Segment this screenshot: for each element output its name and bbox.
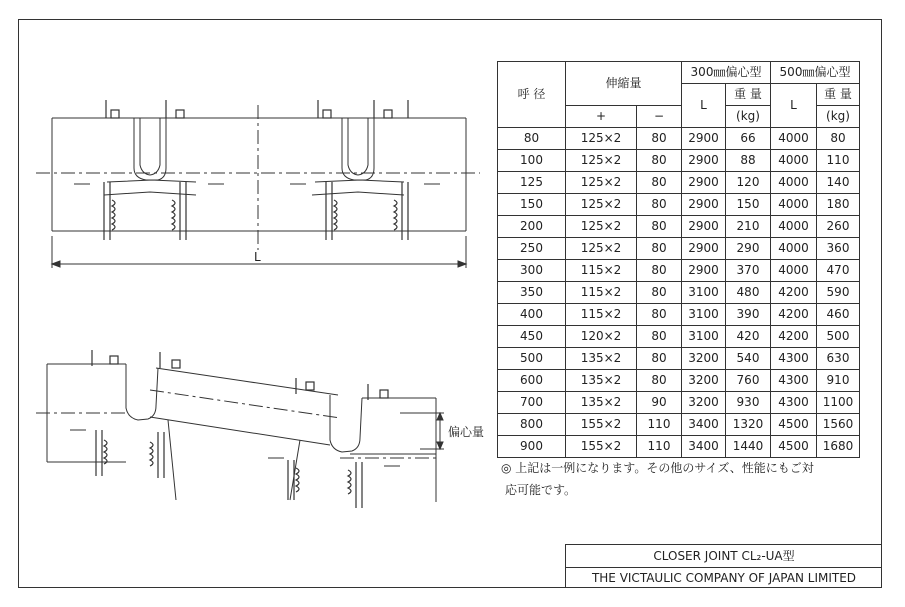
table-cell: 300: [498, 260, 566, 282]
footnote-line-2: 応可能です。: [505, 483, 577, 497]
table-cell: 420: [726, 326, 771, 348]
table-cell: 88: [726, 150, 771, 172]
table-cell: 2900: [682, 238, 726, 260]
table-row: [498, 216, 860, 238]
table-cell: 2900: [682, 194, 726, 216]
table-cell: 135×2: [566, 370, 637, 392]
table-cell: 3100: [682, 304, 726, 326]
table-cell: 1320: [726, 414, 771, 436]
table-row: [498, 238, 860, 260]
table-cell: 360: [817, 238, 860, 260]
offset-view: [36, 350, 444, 508]
table-cell: 80: [637, 216, 682, 238]
length-dimension-label: L: [254, 250, 261, 264]
table-cell: 80: [637, 238, 682, 260]
table-cell: 80: [637, 194, 682, 216]
table-cell: 400: [498, 304, 566, 326]
header-kg-300: (kg): [726, 106, 771, 128]
table-cell: 80: [637, 172, 682, 194]
product-name: CLOSER JOINT CL₂-UA型: [566, 545, 882, 568]
table-cell: 125×2: [566, 238, 637, 260]
table-cell: 80: [498, 128, 566, 150]
table-cell: 210: [726, 216, 771, 238]
table-cell: 4000: [771, 150, 817, 172]
table-cell: 150: [726, 194, 771, 216]
footnote: [501, 457, 861, 501]
table-cell: 390: [726, 304, 771, 326]
table-cell: 4000: [771, 128, 817, 150]
spec-table-body: [498, 128, 860, 458]
spec-table: [497, 61, 860, 458]
table-cell: 125: [498, 172, 566, 194]
table-cell: 4500: [771, 436, 817, 458]
table-row: [498, 414, 860, 436]
table-cell: 150: [498, 194, 566, 216]
table-cell: 4000: [771, 238, 817, 260]
table-row: [498, 392, 860, 414]
table-cell: 4200: [771, 326, 817, 348]
table-cell: 910: [817, 370, 860, 392]
header-minus: −: [637, 106, 682, 128]
table-cell: 4000: [771, 216, 817, 238]
header-L-300: L: [682, 84, 726, 128]
table-cell: 200: [498, 216, 566, 238]
header-kg-500: (kg): [817, 106, 860, 128]
table-cell: 250: [498, 238, 566, 260]
table-cell: 470: [817, 260, 860, 282]
header-L-500: L: [771, 84, 817, 128]
table-cell: 80: [637, 150, 682, 172]
table-cell: 3200: [682, 348, 726, 370]
header-nominal: 呼 径: [498, 62, 566, 128]
table-cell: 260: [817, 216, 860, 238]
table-cell: 120: [726, 172, 771, 194]
table-cell: 80: [637, 348, 682, 370]
table-cell: 135×2: [566, 348, 637, 370]
table-cell: 800: [498, 414, 566, 436]
table-cell: 180: [817, 194, 860, 216]
title-block: [565, 544, 882, 588]
table-cell: 500: [817, 326, 860, 348]
table-cell: 115×2: [566, 260, 637, 282]
table-cell: 590: [817, 282, 860, 304]
table-cell: 2900: [682, 172, 726, 194]
table-cell: 80: [637, 282, 682, 304]
table-cell: 3100: [682, 282, 726, 304]
table-cell: 4300: [771, 348, 817, 370]
table-cell: 3200: [682, 392, 726, 414]
table-row: [498, 260, 860, 282]
table-row: [498, 128, 860, 150]
table-cell: 930: [726, 392, 771, 414]
table-cell: 4300: [771, 392, 817, 414]
header-weight-300: 重 量: [726, 84, 771, 106]
table-cell: 480: [726, 282, 771, 304]
table-cell: 110: [637, 414, 682, 436]
table-cell: 3100: [682, 326, 726, 348]
table-cell: 2900: [682, 216, 726, 238]
table-cell: 3400: [682, 436, 726, 458]
table-row: [498, 370, 860, 392]
table-cell: 140: [817, 172, 860, 194]
table-cell: 290: [726, 238, 771, 260]
table-cell: 80: [637, 326, 682, 348]
table-row: [498, 326, 860, 348]
table-cell: 600: [498, 370, 566, 392]
table-cell: 125×2: [566, 128, 637, 150]
table-cell: 700: [498, 392, 566, 414]
table-cell: 450: [498, 326, 566, 348]
table-cell: 115×2: [566, 282, 637, 304]
table-cell: 125×2: [566, 216, 637, 238]
table-cell: 500: [498, 348, 566, 370]
straight-view: [36, 100, 480, 268]
table-row: [498, 172, 860, 194]
table-cell: 80: [817, 128, 860, 150]
header-weight-500: 重 量: [817, 84, 860, 106]
table-cell: 80: [637, 128, 682, 150]
table-cell: 100: [498, 150, 566, 172]
table-row: [498, 194, 860, 216]
table-cell: 630: [817, 348, 860, 370]
table-cell: 115×2: [566, 304, 637, 326]
footnote-line-1: ◎ 上記は一例になります。その他のサイズ、性能にもご対: [501, 461, 814, 475]
table-cell: 370: [726, 260, 771, 282]
table-cell: 66: [726, 128, 771, 150]
table-cell: 4200: [771, 304, 817, 326]
table-cell: 155×2: [566, 414, 637, 436]
table-cell: 90: [637, 392, 682, 414]
table-cell: 110: [817, 150, 860, 172]
header-type500: 500㎜偏心型: [771, 62, 860, 84]
header-type300: 300㎜偏心型: [682, 62, 771, 84]
header-expansion: 伸縮量: [566, 62, 682, 106]
table-cell: 80: [637, 260, 682, 282]
table-row: [498, 436, 860, 458]
table-row: [498, 150, 860, 172]
table-cell: 460: [817, 304, 860, 326]
table-cell: 2900: [682, 150, 726, 172]
table-cell: 80: [637, 304, 682, 326]
table-cell: 4000: [771, 260, 817, 282]
table-cell: 110: [637, 436, 682, 458]
table-cell: 125×2: [566, 150, 637, 172]
table-cell: 135×2: [566, 392, 637, 414]
table-cell: 4000: [771, 194, 817, 216]
table-cell: 1440: [726, 436, 771, 458]
table-cell: 125×2: [566, 194, 637, 216]
table-cell: 760: [726, 370, 771, 392]
table-cell: 155×2: [566, 436, 637, 458]
company-name: THE VICTAULIC COMPANY OF JAPAN LIMITED: [591, 571, 857, 585]
table-cell: 1680: [817, 436, 860, 458]
table-cell: 80: [637, 370, 682, 392]
table-cell: 900: [498, 436, 566, 458]
table-cell: 1100: [817, 392, 860, 414]
table-cell: 540: [726, 348, 771, 370]
table-cell: 125×2: [566, 172, 637, 194]
table-cell: 2900: [682, 128, 726, 150]
table-cell: 350: [498, 282, 566, 304]
table-cell: 3400: [682, 414, 726, 436]
table-row: [498, 304, 860, 326]
table-cell: 4200: [771, 282, 817, 304]
table-cell: 4500: [771, 414, 817, 436]
table-cell: 3200: [682, 370, 726, 392]
offset-dimension-label: 偏心量: [448, 425, 485, 439]
table-cell: 4300: [771, 370, 817, 392]
table-cell: 1560: [817, 414, 860, 436]
header-plus: +: [566, 106, 637, 128]
table-row: [498, 282, 860, 304]
table-cell: 2900: [682, 260, 726, 282]
table-row: [498, 348, 860, 370]
table-cell: 120×2: [566, 326, 637, 348]
table-cell: 4000: [771, 172, 817, 194]
